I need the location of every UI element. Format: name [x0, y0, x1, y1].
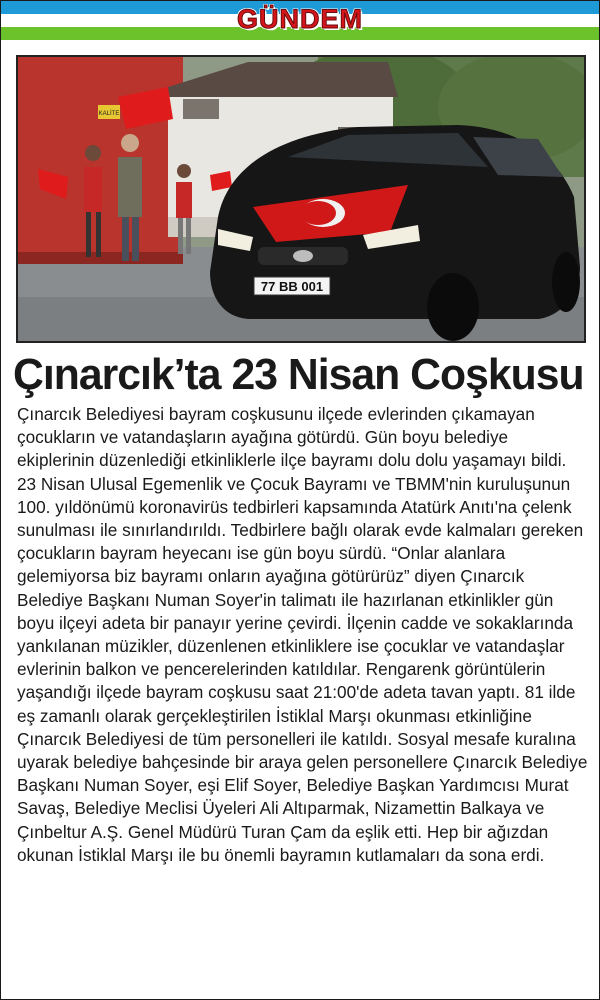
photo-illustration	[18, 57, 584, 341]
sign-text: KALİTE	[98, 111, 120, 117]
news-photo	[16, 55, 586, 343]
section-header	[1, 1, 599, 41]
section-title: GÜNDEM	[237, 4, 363, 34]
article-headline: Çınarcık’ta 23 Nisan Coşkusu	[13, 350, 584, 399]
article-paragraph: 23 Nisan Ulusal Egemenlik ve Çocuk Bayramı ve TBMM'nin kuruluşunun 100. yıldönümü koronavirüs tedbirleri kapsamında Atatürk Anıtı'na çelenk sunulması ile sınırlandırıldı. Tedbirlere bağlı olarak evde kalmaları gereken çocukların bayram heyecanı ise gün boyu sürdü. “Onlar alanlara gelemiyorsa biz bayramı onların ayağına götürürüz” diyen Çınarcık Belediye Başkanı Numan Soyer'in talimatı ile hazırlanan etkinlikler gün boyu ilçeyi adeta bir panayır yerine çevirdi. İlçenin cadde ve sokaklarında yankılanan müzikler, düzenlenen etkinliklere ise çocuklar ve vatandaşlar evlerinin balkon ve pencerelerinden katıldılar. Rengarenk görüntülerin yaşandığı ilçede bayram coşkusu saat 21:00'de adeta tavan yaptı. 81 ilde eş zamanlı olarak gerçekleştirilen İstiklal Marşı okunması etkinliğine Çınarcık Belediyesi de tüm personelleri ile katıldı. Sosyal mesafe kuralına uyarak belediye bahçesinde bir araya gelen personellere Çınarcık Belediye Başkanı Numan Soyer, eşi Elif Soyer, Belediye Başkan Yardımcısı Murat Savaş, Belediye Meclisi Üyeleri Ali Altıparmak, Nizamettin Balkaya ve Çınbeltur A.Ş. Genel Müdürü Turan Çam da eşlik etti. Hep bir ağızdan okunan İstiklal Marşı ile bu önemli bayramın kutlamaları da sona erdi.	[17, 473, 588, 865]
article-paragraph: Çınarcık Belediyesi bayram coşkusunu ilçede evlerinden çıkamayan çocukların ve vatandaşların ayağına götürdü. Gün boyu belediye ekiplerinin düzenlediği etkinliklerle ilçe bayramı dolu dolu yaşamayı bildi.	[17, 404, 567, 471]
article-body	[17, 403, 589, 867]
license-plate: 77 BB 001	[260, 279, 324, 294]
